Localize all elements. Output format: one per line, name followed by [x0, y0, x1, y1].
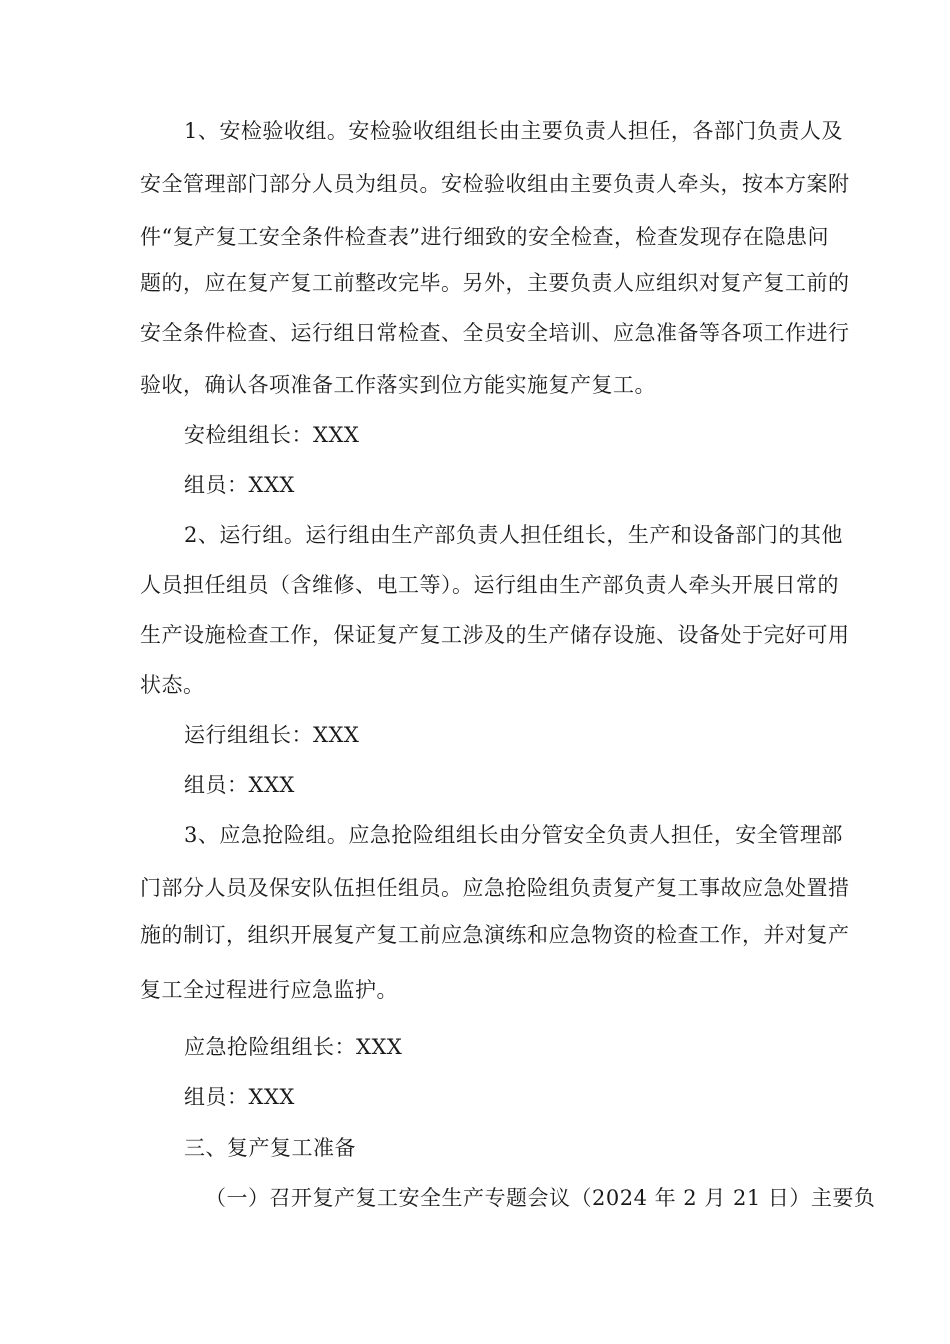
- paragraph-1-line-4: 题的，应在复产复工前整改完毕。另外，主要负责人应组织对复产复工前的: [140, 271, 850, 295]
- operations-leader: 运行组组长：XXX: [184, 723, 360, 747]
- paragraph-2-line-4: 状态。: [140, 673, 205, 697]
- paragraph-2-line-3: 生产设施检查工作，保证复产复工涉及的生产储存设施、设备处于完好可用: [140, 623, 850, 647]
- paragraph-1-line-2: 安全管理部门部分人员为组员。安检验收组由主要负责人牵头，按本方案附: [140, 172, 850, 196]
- paragraph-2-line-1: 2、运行组。运行组由生产部负责人担任组长，生产和设备部门的其他: [184, 523, 843, 547]
- safety-check-leader: 安检组组长：XXX: [184, 423, 360, 447]
- paragraph-1-line-6: 验收，确认各项准备工作落实到位方能实施复产复工。: [140, 373, 656, 397]
- paragraph-1-line-5: 安全条件检查、运行组日常检查、全员安全培训、应急准备等各项工作进行: [140, 321, 850, 345]
- paragraph-3-line-3: 施的制订，组织开展复产复工前应急演练和应急物资的检查工作，并对复产: [140, 923, 850, 947]
- paragraph-3-line-4: 复工全过程进行应急监护。: [140, 978, 398, 1002]
- section-3-item-1: （一）召开复产复工安全生产专题会议（2024 年 2 月 21 日）主要负: [205, 1186, 876, 1210]
- emergency-leader: 应急抢险组组长：XXX: [184, 1035, 403, 1059]
- section-3-heading: 三、复产复工准备: [184, 1136, 356, 1160]
- paragraph-1-line-3: 件“复产复工安全条件检查表”进行细致的安全检查，检查发现存在隐患问: [140, 225, 829, 249]
- emergency-members: 组员：XXX: [184, 1085, 295, 1109]
- paragraph-3-line-2: 门部分人员及保安队伍担任组员。应急抢险组负责复产复工事故应急处置措: [140, 876, 850, 900]
- safety-check-members: 组员：XXX: [184, 473, 295, 497]
- paragraph-3-line-1: 3、应急抢险组。应急抢险组组长由分管安全负责人担任，安全管理部: [184, 823, 843, 847]
- operations-members: 组员：XXX: [184, 773, 295, 797]
- paragraph-2-line-2: 人员担任组员（含维修、电工等）。运行组由生产部负责人牵头开展日常的: [140, 573, 839, 597]
- paragraph-1-line-1: 1、安检验收组。安检验收组组长由主要负责人担任，各部门负责人及: [184, 119, 843, 143]
